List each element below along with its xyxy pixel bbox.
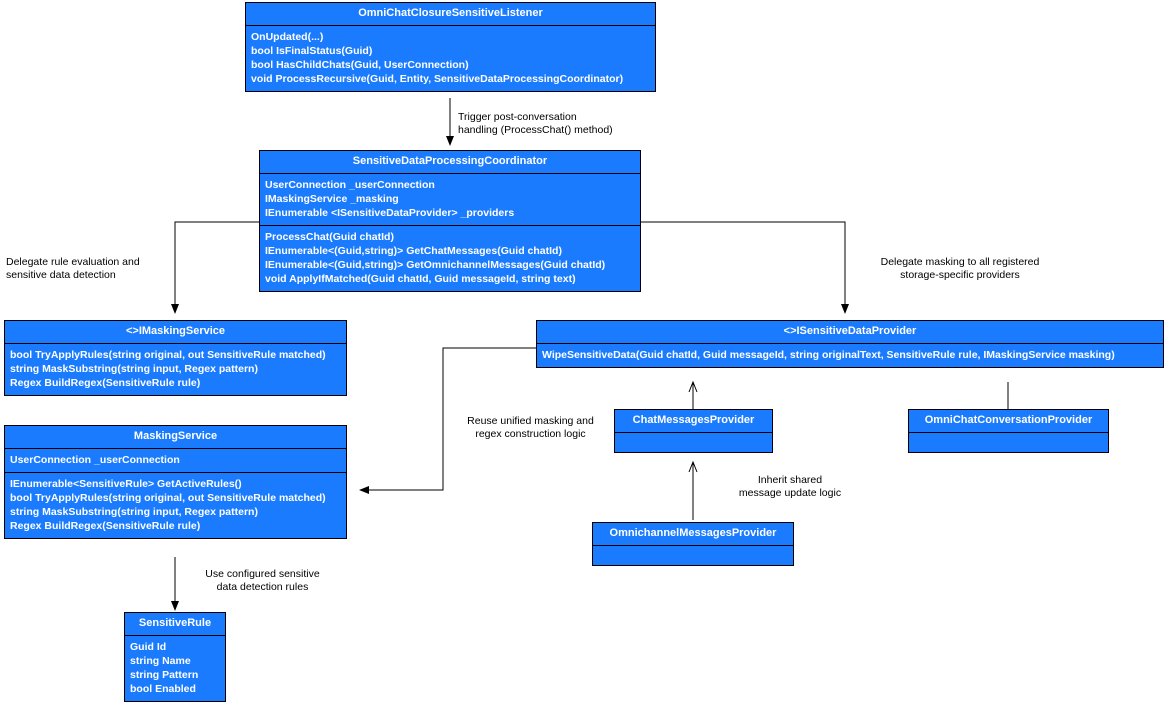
class-attributes bbox=[260, 173, 640, 225]
attribute-line: string Name bbox=[130, 655, 191, 667]
class-methods bbox=[5, 472, 346, 538]
edge-label-trigger bbox=[458, 111, 708, 137]
method-line: void ProcessRecursive(Guid, Entity, SensitiveDataProcessingCoordinator) bbox=[251, 73, 624, 85]
attribute-line: IMaskingService _masking bbox=[265, 193, 399, 205]
method-line: Regex BuildRegex(SensitiveRule rule) bbox=[10, 520, 201, 532]
class-methods bbox=[537, 343, 1163, 367]
attribute-line: string Pattern bbox=[130, 669, 199, 681]
class-box-omnichannelmessagesprovider[interactable] bbox=[592, 522, 794, 566]
method-line: Regex BuildRegex(SensitiveRule rule) bbox=[10, 377, 201, 389]
class-box-omnichatconversationprovider[interactable] bbox=[908, 409, 1109, 453]
method-line: WipeSensitiveData(Guid chatId, Guid messageId, string originalText, SensitiveRule rule, IMaskingService masking) bbox=[542, 349, 1115, 361]
method-line: IEnumerable<(Guid,string)> GetOmnichannelMessages(Guid chatId) bbox=[265, 259, 606, 271]
method-line: IEnumerable<(Guid,string)> GetChatMessages(Guid chatId) bbox=[265, 245, 562, 257]
edge-label-line: Delegate masking to all registered bbox=[880, 256, 1040, 268]
edge-label-line: handling (ProcessChat() method) bbox=[458, 124, 613, 136]
class-title: ChatMessagesProvider bbox=[632, 414, 755, 426]
edge-label-reuse bbox=[448, 415, 613, 441]
class-methods bbox=[246, 25, 655, 91]
attribute-line: bool Enabled bbox=[130, 683, 196, 695]
edge-label-line: Trigger post-conversation bbox=[458, 111, 577, 123]
attribute-line: Guid Id bbox=[130, 641, 167, 653]
class-body-empty bbox=[909, 432, 1108, 452]
class-box-sensitiverule[interactable] bbox=[124, 612, 226, 702]
class-title: OmnichannelMessagesProvider bbox=[609, 527, 777, 539]
class-box-imaskingservice[interactable] bbox=[4, 320, 347, 396]
edge-label-line: regex construction logic bbox=[475, 428, 586, 440]
edge-label-inherit bbox=[700, 474, 880, 500]
edge-label-delegate-masking bbox=[860, 256, 1060, 282]
class-title: <>ISensitiveDataProvider bbox=[783, 325, 917, 337]
edge-label-line: Use configured sensitive bbox=[205, 568, 320, 580]
attribute-line: UserConnection _userConnection bbox=[265, 179, 435, 191]
edge-label-line: Inherit shared bbox=[757, 474, 823, 486]
edge-label-line: Delegate rule evaluation and bbox=[6, 256, 140, 268]
class-box-maskingservice[interactable] bbox=[4, 425, 347, 539]
edge-label-line: sensitive data detection bbox=[6, 269, 116, 281]
class-title: <>IMaskingService bbox=[125, 325, 226, 337]
method-line: bool IsFinalStatus(Guid) bbox=[251, 45, 373, 57]
attribute-line: IEnumerable <ISensitiveDataProvider> _providers bbox=[265, 207, 515, 219]
class-box-chatmessagesprovider[interactable] bbox=[614, 409, 773, 453]
class-title: OmniChatClosureSensitiveListener bbox=[358, 7, 543, 19]
edge-label-line: Reuse unified masking and bbox=[467, 415, 594, 427]
class-title: MaskingService bbox=[133, 430, 218, 442]
class-box-sensitivedataprocessingcoordinator[interactable] bbox=[259, 150, 641, 292]
method-line: void ApplyIfMatched(Guid chatId, Guid messageId, string text) bbox=[265, 273, 576, 285]
edge-label-line: message update logic bbox=[738, 487, 842, 499]
class-title: SensitiveDataProcessingCoordinator bbox=[352, 155, 548, 167]
edge-label-delegate-rule bbox=[6, 256, 176, 282]
edge-label-rules bbox=[180, 568, 345, 594]
method-line: bool TryApplyRules(string original, out SensitiveRule matched) bbox=[10, 349, 326, 361]
attribute-line: UserConnection _userConnection bbox=[10, 454, 180, 466]
method-line: string MaskSubstring(string input, Regex pattern) bbox=[10, 506, 258, 518]
class-attributes bbox=[5, 448, 346, 472]
method-line: OnUpdated(...) bbox=[251, 31, 324, 43]
class-attributes bbox=[125, 635, 225, 701]
edge-label-line: data detection rules bbox=[216, 581, 309, 593]
method-line: ProcessChat(Guid chatId) bbox=[265, 231, 394, 243]
class-box-omnichatclosuresensitivelistener[interactable] bbox=[245, 2, 656, 92]
class-methods bbox=[5, 343, 346, 395]
method-line: IEnumerable<SensitiveRule> GetActiveRules() bbox=[10, 478, 242, 490]
class-box-isensitivedataprovider[interactable] bbox=[536, 320, 1164, 368]
class-title: OmniChatConversationProvider bbox=[924, 414, 1093, 426]
method-line: bool TryApplyRules(string original, out SensitiveRule matched) bbox=[10, 492, 326, 504]
method-line: string MaskSubstring(string input, Regex pattern) bbox=[10, 363, 258, 375]
class-title: SensitiveRule bbox=[138, 617, 212, 629]
method-line: bool HasChildChats(Guid, UserConnection) bbox=[251, 59, 469, 71]
edge-label-line: storage-specific providers bbox=[900, 269, 1020, 281]
class-body-empty bbox=[615, 432, 772, 452]
class-body-empty bbox=[593, 545, 793, 565]
class-methods bbox=[260, 225, 640, 291]
